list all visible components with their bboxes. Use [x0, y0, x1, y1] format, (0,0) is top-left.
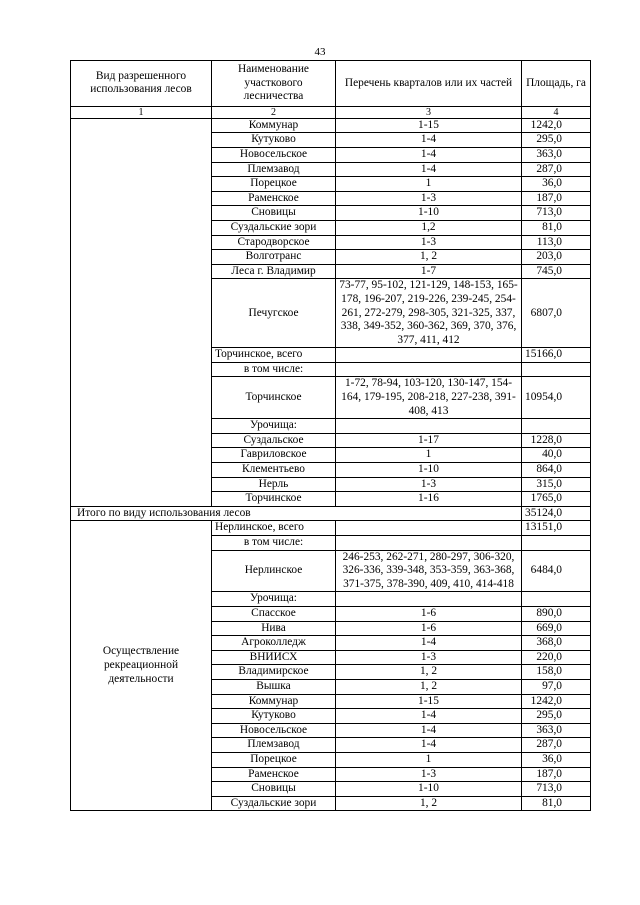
quarters-cell: 1-3 — [336, 767, 522, 782]
header-area: Площадь, га — [522, 61, 591, 107]
area-cell: 368,0 — [522, 636, 591, 651]
area-cell: 113,0 — [522, 235, 591, 250]
quarters-cell: 1-7 — [336, 264, 522, 279]
forestry-name-cell: Коммунар — [212, 118, 336, 133]
header-quarters-list: Перечень кварталов или их частей — [336, 61, 522, 107]
area-cell: 40,0 — [522, 448, 591, 463]
table-row — [71, 118, 591, 133]
area-cell: 187,0 — [522, 191, 591, 206]
use-type-cell — [71, 118, 212, 506]
forestry-name-cell: Спасское — [212, 606, 336, 621]
forestry-name-cell: Торчинское, всего — [212, 348, 336, 363]
area-cell: 363,0 — [522, 723, 591, 738]
forestry-name-cell: ВНИИСХ — [212, 650, 336, 665]
column-number: 4 — [522, 106, 591, 118]
quarters-cell — [336, 348, 522, 363]
area-cell: 36,0 — [522, 752, 591, 767]
header-use-type: Вид разрешенного использования лесов — [71, 61, 212, 107]
forestry-name-cell: Владимирское — [212, 665, 336, 680]
area-cell: 1242,0 — [522, 694, 591, 709]
quarters-cell: 1 — [336, 752, 522, 767]
quarters-cell: 1-6 — [336, 621, 522, 636]
quarters-cell — [336, 536, 522, 551]
forestry-name-cell: Печугское — [212, 279, 336, 348]
forestry-name-cell: Кутуково — [212, 133, 336, 148]
forestry-name-cell: Сновицы — [212, 206, 336, 221]
forestry-name-cell: Суздальские зори — [212, 796, 336, 811]
area-cell: 81,0 — [522, 796, 591, 811]
summary-label: Итого по виду использования лесов — [71, 506, 522, 521]
quarters-cell: 1-4 — [336, 709, 522, 724]
forestry-name-cell: Порецкое — [212, 752, 336, 767]
area-cell: 287,0 — [522, 162, 591, 177]
area-cell: 187,0 — [522, 767, 591, 782]
use-type-cell-recreation: Осуществление рекреационной деятельности — [71, 521, 212, 811]
quarters-cell: 1,2 — [336, 220, 522, 235]
forestry-name-cell: Суздальские зори — [212, 220, 336, 235]
quarters-cell: 1-4 — [336, 723, 522, 738]
summary-row — [71, 506, 591, 521]
quarters-cell: 1-4 — [336, 133, 522, 148]
column-number: 3 — [336, 106, 522, 118]
column-number: 2 — [212, 106, 336, 118]
quarters-cell: 73-77, 95-102, 121-129, 148-153, 165-178, 196-207, 219-226, 239-245, 254-261, 272-279, 298-305, 321-325, 337, 338, 349-352, 360-362, 369, 370, 376, 377, 411, 412 — [336, 279, 522, 348]
area-cell: 1228,0 — [522, 433, 591, 448]
area-cell: 158,0 — [522, 665, 591, 680]
quarters-cell: 1-72, 78-94, 103-120, 130-147, 154-164, 179-195, 208-218, 227-238, 391-408, 413 — [336, 377, 522, 419]
quarters-cell: 1 — [336, 177, 522, 192]
forestry-name-cell: Племзавод — [212, 738, 336, 753]
area-cell: 13151,0 — [522, 521, 591, 536]
quarters-cell: 1, 2 — [336, 665, 522, 680]
quarters-cell — [336, 362, 522, 377]
forestry-name-cell: Новосельское — [212, 147, 336, 162]
forestry-name-cell: в том числе: — [212, 536, 336, 551]
quarters-cell — [336, 592, 522, 607]
forestry-name-cell: Гавриловское — [212, 448, 336, 463]
forestry-name-cell: Волготранс — [212, 250, 336, 265]
quarters-cell: 1-16 — [336, 492, 522, 507]
area-cell: 669,0 — [522, 621, 591, 636]
quarters-cell: 1 — [336, 448, 522, 463]
area-cell: 363,0 — [522, 147, 591, 162]
forestry-name-cell: Нерлинское — [212, 550, 336, 592]
summary-area: 35124,0 — [522, 506, 591, 521]
forestry-name-cell: Коммунар — [212, 694, 336, 709]
area-cell — [522, 362, 591, 377]
quarters-cell — [336, 521, 522, 536]
area-cell: 203,0 — [522, 250, 591, 265]
forestry-name-cell: Новосельское — [212, 723, 336, 738]
quarters-cell: 1-10 — [336, 206, 522, 221]
area-cell: 713,0 — [522, 782, 591, 797]
quarters-cell: 246-253, 262-271, 280-297, 306-320, 326-336, 339-348, 353-359, 363-368, 371-375, 378-390, 409, 410, 414-418 — [336, 550, 522, 592]
quarters-cell: 1-15 — [336, 118, 522, 133]
forestry-name-cell: Порецкое — [212, 177, 336, 192]
area-cell: 295,0 — [522, 133, 591, 148]
quarters-cell — [336, 419, 522, 434]
forestry-name-cell: Агроколледж — [212, 636, 336, 651]
quarters-cell: 1-3 — [336, 477, 522, 492]
area-cell: 36,0 — [522, 177, 591, 192]
area-cell: 81,0 — [522, 220, 591, 235]
area-cell: 287,0 — [522, 738, 591, 753]
area-cell: 745,0 — [522, 264, 591, 279]
area-cell: 295,0 — [522, 709, 591, 724]
forestry-name-cell: в том числе: — [212, 362, 336, 377]
quarters-cell: 1-4 — [336, 147, 522, 162]
area-cell: 1765,0 — [522, 492, 591, 507]
quarters-cell: 1-10 — [336, 782, 522, 797]
quarters-cell: 1-4 — [336, 738, 522, 753]
area-cell: 220,0 — [522, 650, 591, 665]
forestry-name-cell: Племзавод — [212, 162, 336, 177]
area-cell: 10954,0 — [522, 377, 591, 419]
quarters-cell: 1, 2 — [336, 679, 522, 694]
table-row — [71, 521, 591, 536]
forestry-name-cell: Суздальское — [212, 433, 336, 448]
forestry-name-cell: Стародворское — [212, 235, 336, 250]
area-cell: 15166,0 — [522, 348, 591, 363]
quarters-cell: 1, 2 — [336, 796, 522, 811]
forestry-name-cell: Нерлинское, всего — [212, 521, 336, 536]
forestry-name-cell: Торчинское — [212, 377, 336, 419]
area-cell — [522, 592, 591, 607]
quarters-cell: 1-17 — [336, 433, 522, 448]
area-cell: 1242,0 — [522, 118, 591, 133]
area-cell — [522, 419, 591, 434]
area-cell: 6484,0 — [522, 550, 591, 592]
forestry-name-cell: Сновицы — [212, 782, 336, 797]
area-cell: 6807,0 — [522, 279, 591, 348]
forestry-name-cell: Леса г. Владимир — [212, 264, 336, 279]
forestry-name-cell: Нерль — [212, 477, 336, 492]
forestry-name-cell: Вышка — [212, 679, 336, 694]
quarters-cell: 1-4 — [336, 636, 522, 651]
forestry-name-cell: Раменское — [212, 767, 336, 782]
forestry-name-cell: Клементьево — [212, 463, 336, 478]
header-forestry-name: Наименование участкового лесничества — [212, 61, 336, 107]
forestry-name-cell: Кутуково — [212, 709, 336, 724]
area-cell: 97,0 — [522, 679, 591, 694]
forest-use-table — [70, 60, 591, 811]
quarters-cell: 1-15 — [336, 694, 522, 709]
forestry-name-cell: Урочища: — [212, 592, 336, 607]
column-number-row — [71, 106, 591, 118]
table-body — [71, 118, 591, 811]
forestry-name-cell: Торчинское — [212, 492, 336, 507]
forestry-name-cell: Раменское — [212, 191, 336, 206]
column-number: 1 — [71, 106, 212, 118]
area-cell: 864,0 — [522, 463, 591, 478]
quarters-cell: 1-3 — [336, 235, 522, 250]
table-header-row — [71, 61, 591, 107]
forestry-name-cell: Урочища: — [212, 419, 336, 434]
area-cell: 315,0 — [522, 477, 591, 492]
area-cell: 890,0 — [522, 606, 591, 621]
quarters-cell: 1-3 — [336, 650, 522, 665]
quarters-cell: 1, 2 — [336, 250, 522, 265]
quarters-cell: 1-10 — [336, 463, 522, 478]
area-cell — [522, 536, 591, 551]
quarters-cell: 1-4 — [336, 162, 522, 177]
area-cell: 713,0 — [522, 206, 591, 221]
quarters-cell: 1-3 — [336, 191, 522, 206]
quarters-cell: 1-6 — [336, 606, 522, 621]
page-number: 43 — [314, 46, 326, 58]
forestry-name-cell: Нива — [212, 621, 336, 636]
